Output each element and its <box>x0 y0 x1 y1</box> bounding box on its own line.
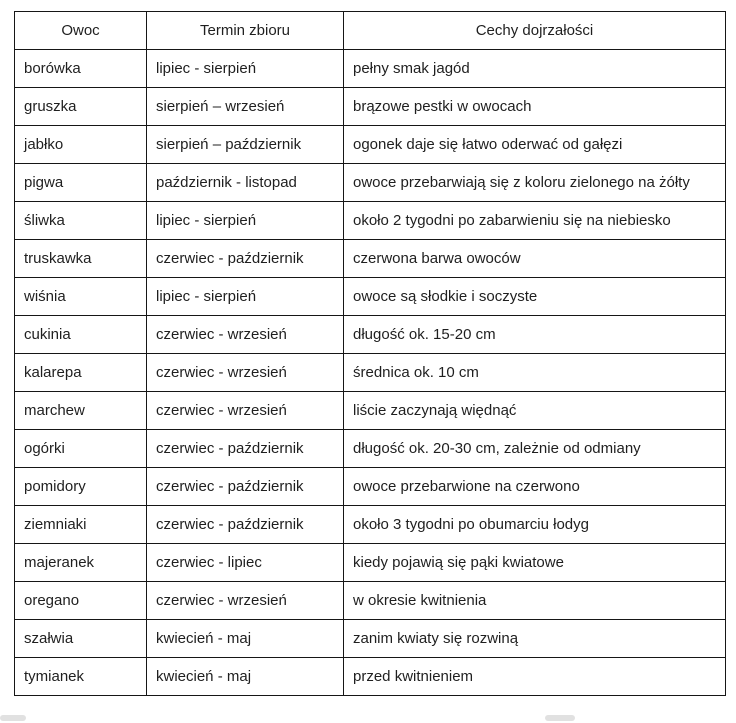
cell-termin-zbioru: czerwiec - październik <box>147 430 344 468</box>
cell-termin-zbioru: czerwiec - październik <box>147 468 344 506</box>
table-row <box>15 316 726 354</box>
cell-owoc: truskawka <box>15 240 147 278</box>
table-row <box>15 544 726 582</box>
cell-owoc: śliwka <box>15 202 147 240</box>
cell-cechy-dojrzalosci: pełny smak jagód <box>344 50 726 88</box>
cell-cechy-dojrzalosci: długość ok. 15-20 cm <box>344 316 726 354</box>
cell-cechy-dojrzalosci: około 3 tygodni po obumarciu łodyg <box>344 506 726 544</box>
cell-cechy-dojrzalosci: średnica ok. 10 cm <box>344 354 726 392</box>
cell-termin-zbioru: czerwiec - wrzesień <box>147 316 344 354</box>
header-cell-owoc: Owoc <box>15 12 147 50</box>
cell-owoc: jabłko <box>15 126 147 164</box>
header-cell-cechy-dojrzalosci: Cechy dojrzałości <box>344 12 726 50</box>
harvest-table-header <box>15 12 726 50</box>
cell-owoc: gruszka <box>15 88 147 126</box>
cell-termin-zbioru: czerwiec - wrzesień <box>147 392 344 430</box>
cell-cechy-dojrzalosci: liście zaczynają więdnąć <box>344 392 726 430</box>
cell-cechy-dojrzalosci: zanim kwiaty się rozwiną <box>344 620 726 658</box>
table-row <box>15 240 726 278</box>
cell-cechy-dojrzalosci: owoce przebarwione na czerwono <box>344 468 726 506</box>
cell-owoc: pomidory <box>15 468 147 506</box>
cell-cechy-dojrzalosci: brązowe pestki w owocach <box>344 88 726 126</box>
table-row <box>15 88 726 126</box>
cell-cechy-dojrzalosci: owoce są słodkie i soczyste <box>344 278 726 316</box>
table-row <box>15 506 726 544</box>
cell-termin-zbioru: sierpień – wrzesień <box>147 88 344 126</box>
cell-owoc: marchew <box>15 392 147 430</box>
cell-termin-zbioru: czerwiec - wrzesień <box>147 354 344 392</box>
cell-owoc: kalarepa <box>15 354 147 392</box>
cell-cechy-dojrzalosci: ogonek daje się łatwo oderwać od gałęzi <box>344 126 726 164</box>
cell-cechy-dojrzalosci: czerwona barwa owoców <box>344 240 726 278</box>
cell-owoc: pigwa <box>15 164 147 202</box>
table-row <box>15 354 726 392</box>
cell-owoc: tymianek <box>15 658 147 696</box>
cell-termin-zbioru: czerwiec - wrzesień <box>147 582 344 620</box>
table-row <box>15 430 726 468</box>
cell-termin-zbioru: lipiec - sierpień <box>147 278 344 316</box>
cell-termin-zbioru: kwiecień - maj <box>147 620 344 658</box>
cell-owoc: cukinia <box>15 316 147 354</box>
table-row <box>15 620 726 658</box>
header-cell-termin-zbioru: Termin zbioru <box>147 12 344 50</box>
cell-owoc: ziemniaki <box>15 506 147 544</box>
cell-owoc: oregano <box>15 582 147 620</box>
table-row <box>15 50 726 88</box>
table-row <box>15 392 726 430</box>
cell-termin-zbioru: kwiecień - maj <box>147 658 344 696</box>
header-row <box>15 12 726 50</box>
cell-termin-zbioru: lipiec - sierpień <box>147 202 344 240</box>
cell-termin-zbioru: sierpień – październik <box>147 126 344 164</box>
page-edge-artifact-right <box>545 715 575 721</box>
cell-cechy-dojrzalosci: przed kwitnieniem <box>344 658 726 696</box>
table-row <box>15 468 726 506</box>
table-row <box>15 658 726 696</box>
cell-owoc: szałwia <box>15 620 147 658</box>
cell-cechy-dojrzalosci: długość ok. 20-30 cm, zależnie od odmiany <box>344 430 726 468</box>
cell-owoc: majeranek <box>15 544 147 582</box>
cell-owoc: ogórki <box>15 430 147 468</box>
page-edge-artifact-left <box>0 715 26 721</box>
table-row <box>15 126 726 164</box>
table-row <box>15 582 726 620</box>
cell-termin-zbioru: czerwiec - lipiec <box>147 544 344 582</box>
cell-cechy-dojrzalosci: kiedy pojawią się pąki kwiatowe <box>344 544 726 582</box>
cell-owoc: borówka <box>15 50 147 88</box>
table-row <box>15 164 726 202</box>
cell-owoc: wiśnia <box>15 278 147 316</box>
harvest-table-body <box>15 50 726 696</box>
cell-cechy-dojrzalosci: owoce przebarwiają się z koloru zielonego na żółty <box>344 164 726 202</box>
table-row <box>15 278 726 316</box>
cell-termin-zbioru: lipiec - sierpień <box>147 50 344 88</box>
cell-termin-zbioru: czerwiec - październik <box>147 240 344 278</box>
cell-cechy-dojrzalosci: około 2 tygodni po zabarwieniu się na niebiesko <box>344 202 726 240</box>
cell-termin-zbioru: czerwiec - październik <box>147 506 344 544</box>
cell-cechy-dojrzalosci: w okresie kwitnienia <box>344 582 726 620</box>
harvest-table <box>14 11 726 696</box>
cell-termin-zbioru: październik - listopad <box>147 164 344 202</box>
table-row <box>15 202 726 240</box>
